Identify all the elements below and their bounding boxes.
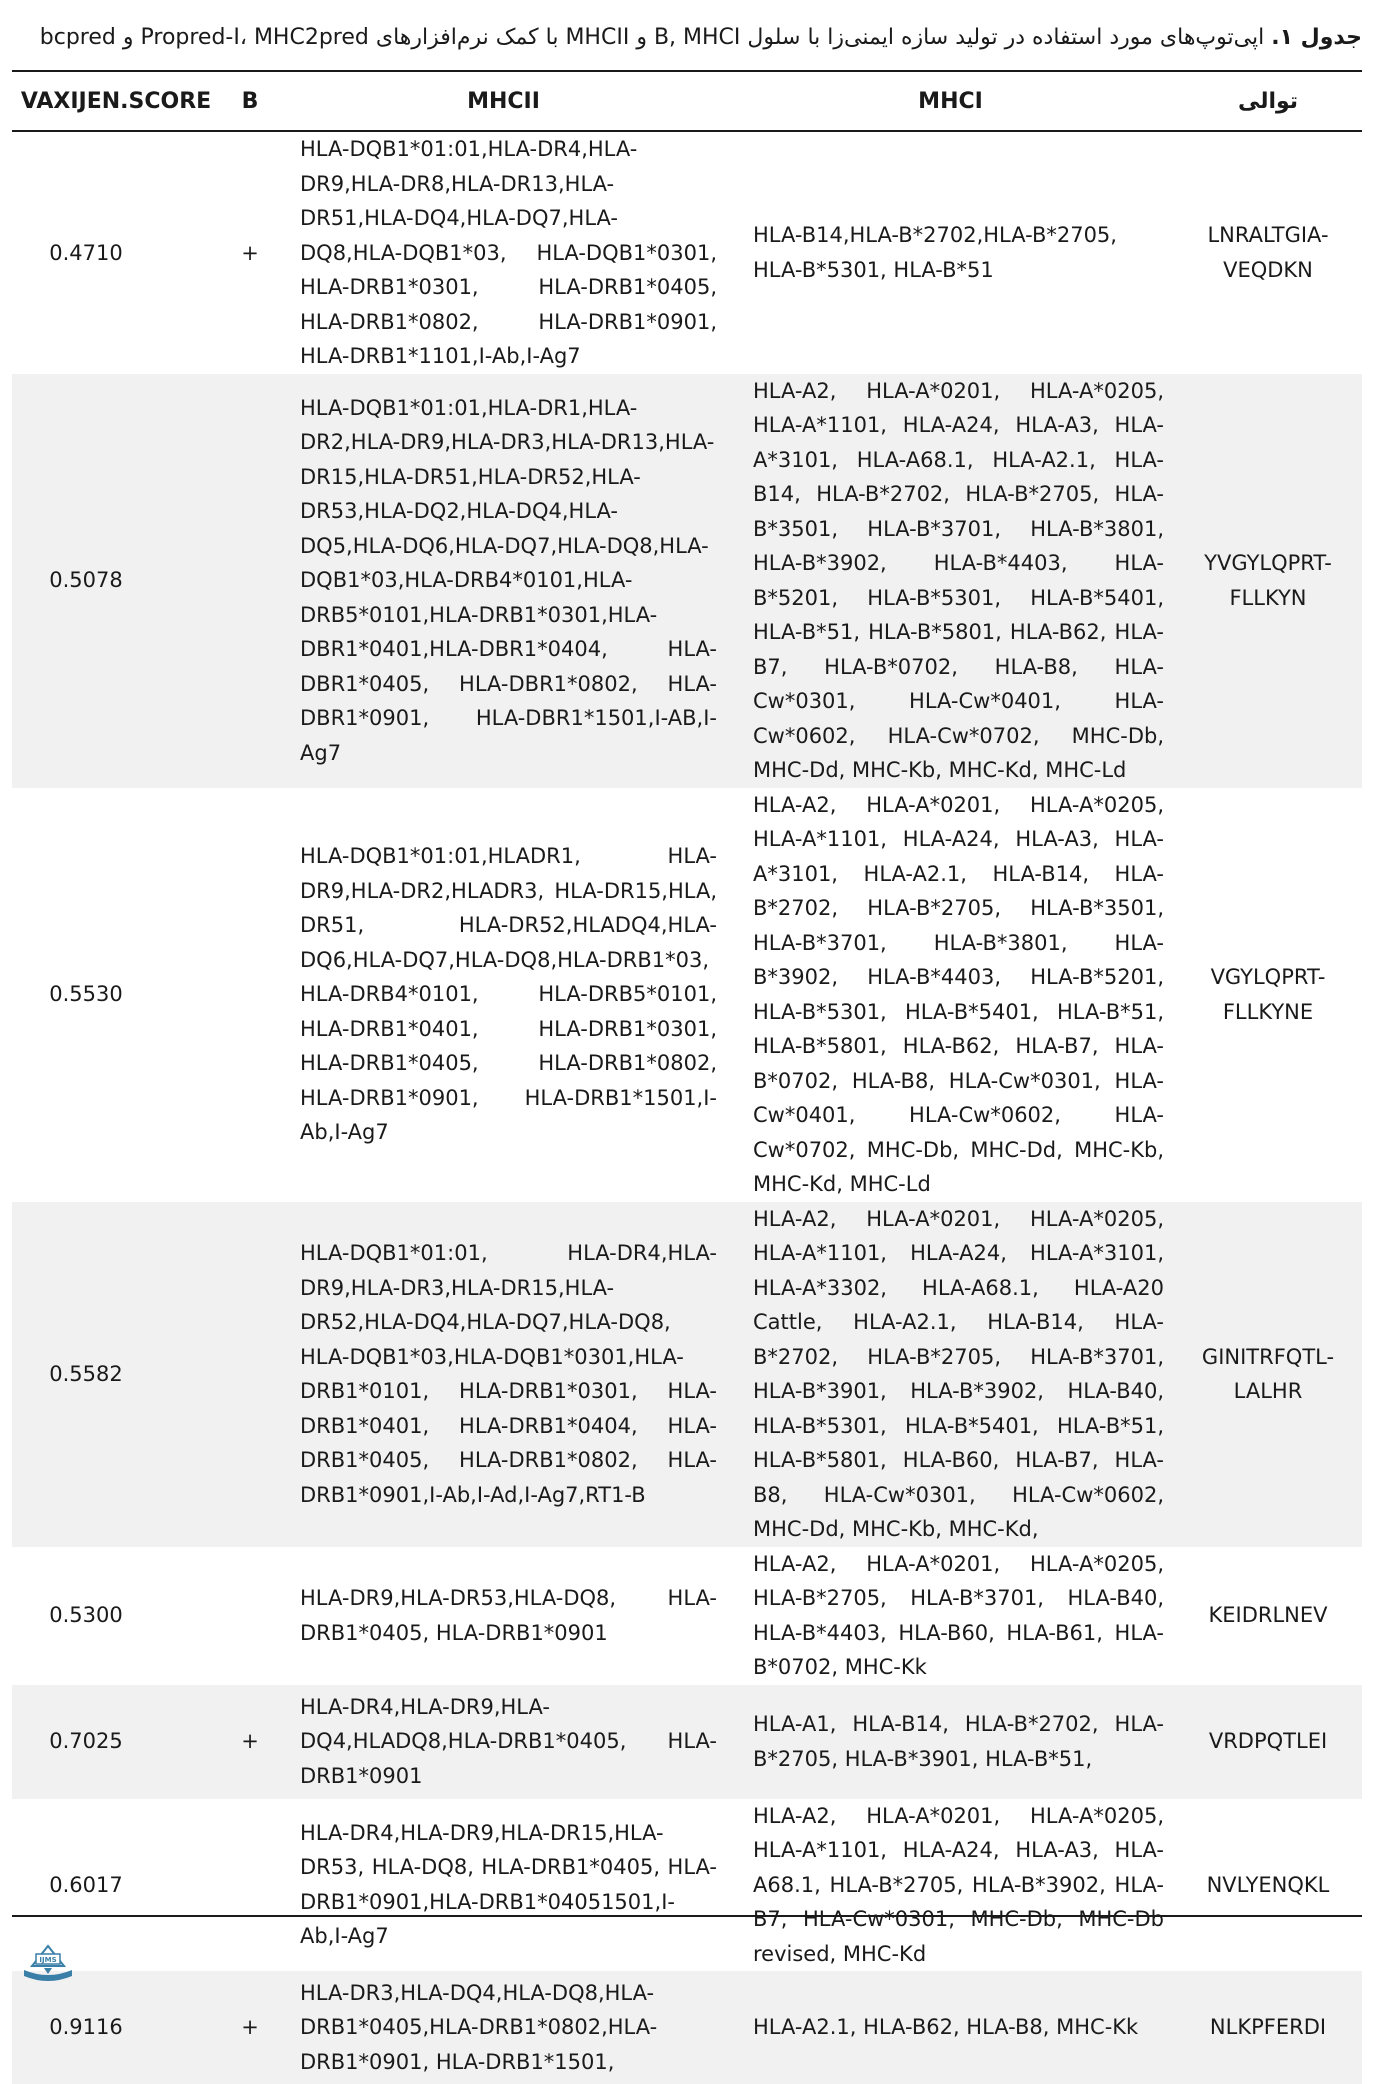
cell-mhcii: HLA-DR3,HLA-DQ4,HLA-DQ8,HLA-DRB1*0405,HLA-DRB1*0802,HLA-DRB1*0901, HLA-DRB1*1501, [280,1971,727,2084]
header-vaxijen-score: VAXIJEN.SCORE [12,72,220,131]
logo-text: IJMS [39,1956,57,1964]
cell-b [220,374,280,788]
cell-sequence: YVGYLQPRT-FLLKYN [1174,374,1362,788]
cell-score: 0.5078 [12,374,220,788]
cell-sequence: NLKPFERDI [1174,1971,1362,2084]
cell-b: + [220,1971,280,2084]
cell-sequence: VGYLQPRT-FLLKYNE [1210,965,1326,1024]
header-mhci: MHCI [727,72,1174,131]
cell-sequence: LNRALTGIA-VEQDKN [1207,223,1329,282]
cell-score: 0.5582 [12,1202,220,1547]
epitope-table [12,72,1362,2084]
cell-b [220,1547,280,1685]
table-row [12,1971,1362,2084]
cell-b [220,1799,280,1972]
header-b-cell: B [220,72,280,131]
cell-mhcii: HLA-DQB1*01:01,HLA-DR4,HLA-DR9,HLA-DR8,HLA-DR13,HLA-DR51,HLA-DQ4,HLA-DQ7,HLA-DQ8,HLA-DQB1*03, HLA-DQB1*0301, HLA-DRB1*0301, HLA-DRB1*0405, HLA-DRB1*0802, HLA-DRB1*0901, HLA-DRB1*1101,I-Ab,I-Ag7 [300,137,717,368]
cell-mhci: HLA-A2.1, HLA-B62, HLA-B8, MHC-Kk [727,1971,1174,2084]
cell-mhci: HLA-A2, HLA-A*0201, HLA-A*0205, HLA-A*1101, HLA-A24, HLA-A3, HLA-A*3101, HLA-A2.1, HLA-B14, HLA-B*2702, HLA-B*2705, HLA-B*3501, HLA-B*3701, HLA-B*3801, HLA-B*3902, HLA-B*4403, HLA-B*5201, HLA-B*5301, HLA-B*5401, HLA-B*51, HLA-B*5801, HLA-B62, HLA-B7, HLA-B*0702, HLA-B8, HLA-Cw*0301, HLA-Cw*0401, HLA-Cw*0602, HLA-Cw*0702, MHC-Db, MHC-Dd, MHC-Kb, MHC-Kd, MHC-Ld [753,792,1164,1196]
cell-mhcii: HLA-DR4,HLA-DR9,HLA-DR15,HLA-DR53, HLA-DQ8, HLA-DRB1*0405, HLA-DRB1*0901,HLA-DRB1*04051501,I-Ab,I-Ag7 [300,1820,717,1949]
cell-b [220,1202,280,1547]
header-sequence: توالی [1174,72,1362,131]
cell-mhcii: HLA-DQB1*01:01, HLA-DR4,HLA-DR9,HLA-DR3,HLA-DR15,HLA-DR52,HLA-DQ4,HLA-DQ7,HLA-DQ8, HLA-DQB1*03,HLA-DQB1*0301,HLA-DRB1*0101, HLA-DRB1*0301, HLA-DRB1*0401, HLA-DRB1*0404, HLA-DRB1*0405, HLA-DRB1*0802, HLA-DRB1*0901,I-Ab,I-Ad,I-Ag7,RT1-B [280,1202,727,1547]
table-row [12,1202,1362,1547]
cell-score: 0.9116 [12,1971,220,2084]
cell-score: 0.7025 [12,1685,220,1799]
table-row [12,1799,1362,1972]
cell-mhci: HLA-A2, HLA-A*0201, HLA-A*0205, HLA-B*2705, HLA-B*3701, HLA-B40, HLA-B*4403, HLA-B60, HLA-B61, HLA-B*0702, MHC-Kk [753,1551,1164,1679]
cell-sequence: KEIDRLNEV [1208,1603,1328,1628]
table-caption [12,18,1362,58]
cell-b [220,788,280,1202]
cell-sequence: VRDPQTLEI [1174,1685,1362,1799]
cell-mhci: HLA-A2, HLA-A*0201, HLA-A*0205, HLA-A*1101, HLA-A24, HLA-A3, HLA-A68.1, HLA-B*2705, HLA-B*3902, HLA-B7, HLA-Cw*0301, MHC-Db, MHC-Db revised, MHC-Kd [753,1803,1164,1966]
caption-text: اپی‌توپ‌های مورد استفاده در تولید سازه ایمنی‌زا با سلول B, MHCI و MHCII با کمک نرم‌افزارهای Propred-I، MHC2pred و bcpred [39,25,1265,50]
cell-mhcii: HLA-DR9,HLA-DR53,HLA-DQ8, HLA-DRB1*0405, HLA-DRB1*0901 [300,1586,717,1645]
caption-label: جدول ۱. [1271,25,1362,50]
table-row [12,1685,1362,1799]
cell-mhcii: HLA-DQB1*01:01,HLADR1, HLA-DR9,HLA-DR2,HLADR3, HLA-DR15,HLA, DR51, HLA-DR52,HLADQ4,HLA-DQ6,HLA-DQ7,HLA-DQ8,HLA-DRB1*03, HLA-DRB4*0101, HLA-DRB5*0101, HLA-DRB1*0401, HLA-DRB1*0301, HLA-DRB1*0405, HLA-DRB1*0802, HLA-DRB1*0901, HLA-DRB1*1501,I-Ab,I-Ag7 [300,844,717,1145]
cell-score: 0.5300 [49,1603,123,1628]
cell-mhcii: HLA-DR4,HLA-DR9,HLA-DQ4,HLADQ8,HLA-DRB1*0405, HLA-DRB1*0901 [280,1685,727,1799]
cell-mhcii: HLA-DQB1*01:01,HLA-DR1,HLA-DR2,HLA-DR9,HLA-DR3,HLA-DR13,HLA-DR15,HLA-DR51,HLA-DR52,HLA-DR53,HLA-DQ2,HLA-DQ4,HLA-DQ5,HLA-DQ6,HLA-DQ7,HLA-DQ8,HLA-DQB1*03,HLA-DRB4*0101,HLA-DRB5*0101,HLA-DRB1*0301,HLA-DBR1*0401,HLA-DBR1*0404, HLA-DBR1*0405, HLA-DBR1*0802, HLA-DBR1*0901, HLA-DBR1*1501,I-AB,I-Ag7 [280,374,727,788]
cell-mhci: HLA-A1, HLA-B14, HLA-B*2702, HLA-B*2705, HLA-B*3901, HLA-B*51, [727,1685,1174,1799]
cell-mhci: HLA-A2, HLA-A*0201, HLA-A*0205, HLA-A*1101, HLA-A24, HLA-A3, HLA-A*3101, HLA-A68.1, HLA-A2.1, HLA-B14, HLA-B*2702, HLA-B*2705, HLA-B*3501, HLA-B*3701, HLA-B*3801, HLA-B*3902, HLA-B*4403, HLA-B*5201, HLA-B*5301, HLA-B*5401, HLA-B*51, HLA-B*5801, HLA-B62, HLA-B7, HLA-B*0702, HLA-B8, HLA-Cw*0301, HLA-Cw*0401, HLA-Cw*0602, HLA-Cw*0702, MHC-Db, MHC-Dd, MHC-Kb, MHC-Kd, MHC-Ld [727,374,1174,788]
cell-score: 0.4710 [49,240,123,265]
journal-logo-icon [18,1930,78,1990]
table-bottom-rule [12,1915,1362,1917]
cell-score: 0.6017 [49,1872,123,1897]
cell-score: 0.5530 [49,982,123,1007]
cell-mhci: HLA-A2, HLA-A*0201, HLA-A*0205, HLA-A*1101, HLA-A24, HLA-A*3101, HLA-A*3302, HLA-A68.1, HLA-A20 Cattle, HLA-A2.1, HLA-B14, HLA-B*2702, HLA-B*2705, HLA-B*3701, HLA-B*3901, HLA-B*3902, HLA-B40, HLA-B*5301, HLA-B*5401, HLA-B*51, HLA-B*5801, HLA-B60, HLA-B7, HLA-B8, HLA-Cw*0301, HLA-Cw*0602, MHC-Dd, MHC-Kb, MHC-Kd, [727,1202,1174,1547]
cell-b: + [241,240,259,265]
table-row [12,374,1362,788]
cell-sequence: GINITRFQTL-LALHR [1174,1202,1362,1547]
cell-mhci: HLA-B14,HLA-B*2702,HLA-B*2705, HLA-B*5301, HLA-B*51 [753,223,1117,282]
table-header-row [12,72,1362,131]
table-row [12,1547,1362,1685]
cell-b: + [220,1685,280,1799]
cell-sequence: NVLYENQKL [1206,1872,1330,1897]
header-mhcii: MHCII [280,72,727,131]
table-row [12,131,1362,374]
table-row [12,788,1362,1202]
